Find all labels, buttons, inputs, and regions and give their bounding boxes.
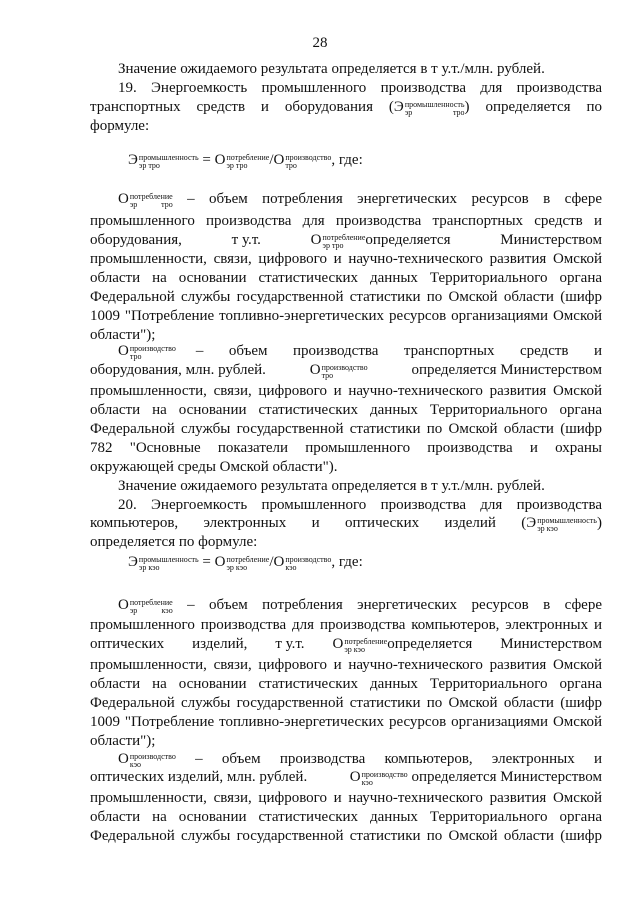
paragraph-line: оптических изделий, млн. рублей. О производство кэо определяется Министерством [90, 769, 602, 787]
paragraph-line: области"); [90, 733, 156, 749]
paragraph-line: промышленности, связи, цифрового и научно-технического развития Омской [90, 790, 602, 806]
paragraph-line: оборудования, млн. рублей. О производство тро определяется Министерством [90, 362, 602, 380]
paragraph-line: промышленности, связи, цифрового и научно-технического развития Омской [90, 251, 602, 267]
definition-line: О потребление эр кэо – объем потребления энергетических ресурсов в сфере [118, 597, 602, 615]
paragraph-line: Значение ожидаемого результата определяется в т у.т./млн. рублей. [118, 478, 545, 494]
paragraph-line: Федеральной службы государственной статистики по Омской области (шифр [90, 695, 602, 711]
paragraph-line: оптических изделий, т у.т. О потребление эр кэо определяется Министерством [90, 636, 602, 654]
paragraph-line: определяется по формуле: [90, 534, 258, 550]
paragraph-line: окружающей среды Омской области"). [90, 459, 338, 475]
formula-20: Э промышленность эр кэо = О потребление эр кэо /О производство кэо , где: [128, 554, 363, 572]
paragraph-line: Федеральной службы государственной статистики по Омской области (шифр [90, 421, 602, 437]
paragraph-line: промышленности, связи, цифрового и научно-технического развития Омской [90, 383, 602, 399]
paragraph-line: промышленности, связи, цифрового и научно-технического развития Омской [90, 657, 602, 673]
paragraph-line: 1009 "Потребление топливно-энергетических ресурсов организациями Омской [90, 714, 602, 730]
definition-line: О потребление эр тро – объем потребления энергетических ресурсов в сфере [118, 191, 602, 209]
item-20-heading: 20. Энергоемкость промышленного производства для производства [118, 497, 602, 513]
page-number: 28 [312, 35, 328, 51]
definition-line: О производство тро – объем производства транспортных средств и [118, 343, 602, 361]
paragraph-line: формуле: [90, 118, 150, 134]
paragraph-line: оборудования, т у.т. О потребление эр тро определяется Министерством [90, 232, 602, 250]
paragraph-line: 782 "Основные показатели промышленного производства и охраны [90, 440, 602, 456]
paragraph-line: Федеральной службы государственной статистики по Омской области (шифр [90, 289, 602, 305]
paragraph-line: промышленного производства для производства компьютеров, электронных и [90, 617, 602, 633]
paragraph-line: транспортных средств и оборудования (Э промышленность эр тро ) определяется по [90, 99, 603, 117]
paragraph-line: 1009 "Потребление топливно-энергетических ресурсов организациями Омской [90, 308, 602, 324]
paragraph-line: компьютеров, электронных и оптических изделий (Э промышленность эр кэо ) [90, 515, 602, 533]
paragraph-line: области на основании статистических данных Территориального органа [90, 402, 602, 418]
formula-19: Э промышленность эр тро = О потребление эр тро /О производство тро , где: [128, 152, 363, 170]
paragraph-line: Значение ожидаемого результата определяется в т у.т./млн. рублей. [118, 61, 545, 77]
paragraph-line: области на основании статистических данных Территориального органа [90, 270, 602, 286]
paragraph-line: области на основании статистических данных Территориального органа [90, 809, 602, 825]
paragraph-line: области на основании статистических данных Территориального органа [90, 676, 602, 692]
definition-line: О производство кэо – объем производства компьютеров, электронных и [118, 751, 602, 769]
paragraph-line: промышленного производства для производства транспортных средств и [90, 213, 602, 229]
paragraph-line: Федеральной службы государственной статистики по Омской области (шифр [90, 828, 602, 844]
paragraph-line: области"); [90, 327, 156, 343]
item-19-heading: 19. Энергоемкость промышленного производства для производства [118, 80, 602, 96]
